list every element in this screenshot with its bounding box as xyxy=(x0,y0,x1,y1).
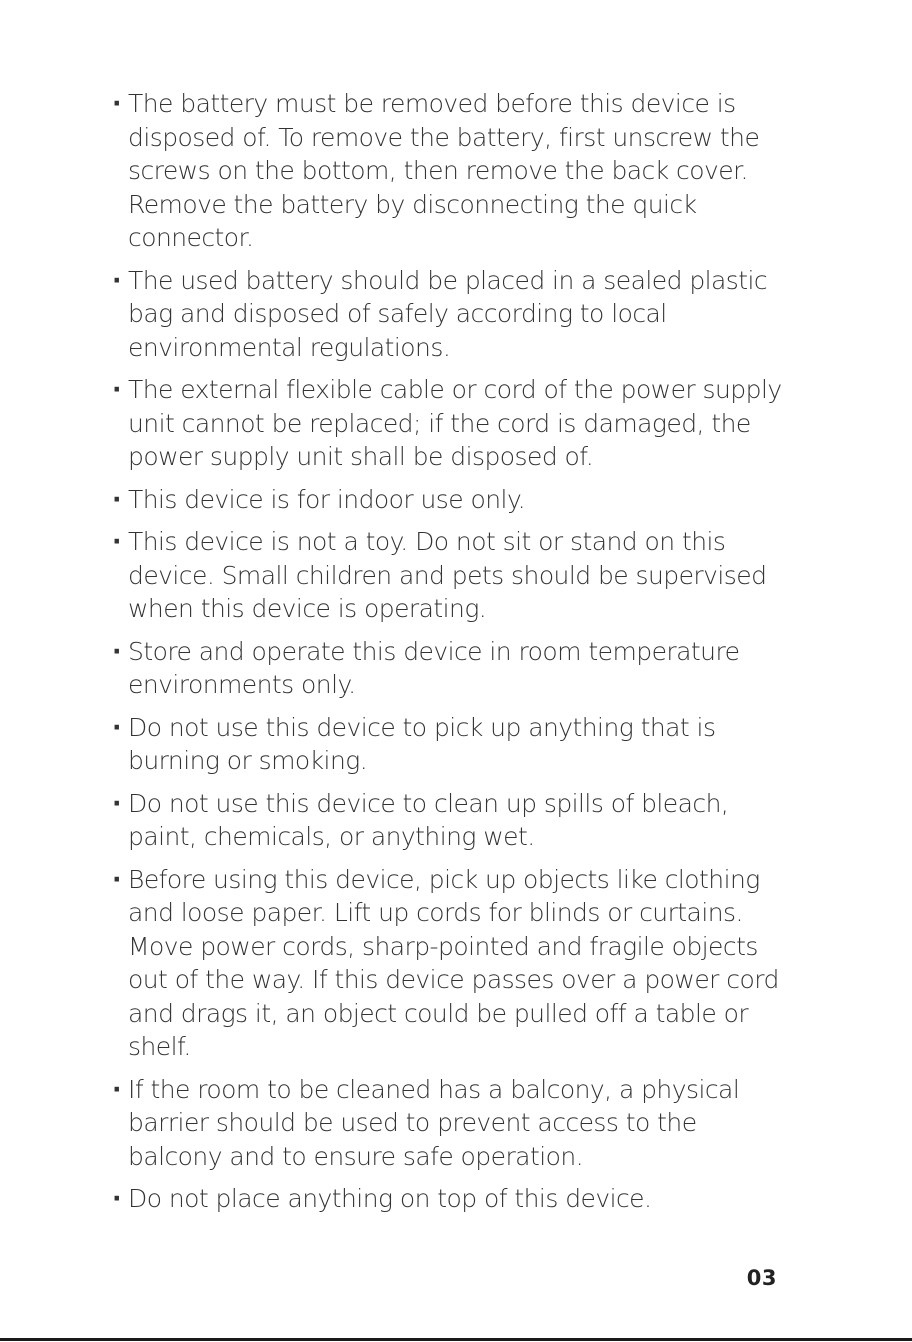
bullet-icon: · xyxy=(112,484,121,514)
list-item xyxy=(112,264,792,365)
list-item-text: The battery must be removed before this device is disposed of. To remove the battery, first unscrew the screws on the bottom, then remove the back cover. Remove the battery by disconnecting the quick connector. xyxy=(128,89,760,252)
list-item xyxy=(112,87,792,255)
bullet-icon: · xyxy=(112,636,121,666)
list-item-text: Do not place anything on top of this device. xyxy=(128,1184,652,1213)
bottom-divider xyxy=(0,1338,912,1341)
list-item xyxy=(112,1182,792,1216)
list-item xyxy=(112,1073,792,1174)
bullet-icon: · xyxy=(112,788,121,818)
bullet-icon: · xyxy=(112,265,121,295)
list-item-text: Do not use this device to pick up anything that is burning or smoking. xyxy=(128,712,716,775)
bullet-icon: · xyxy=(112,1184,121,1213)
page-number: 03 xyxy=(746,1266,777,1290)
list-item xyxy=(112,635,792,702)
list-item-text: This device is not a toy. Do not sit or stand on this device. Small children and pets should be supervised when this device is operating. xyxy=(128,527,767,623)
list-item-text: Before using this device, pick up objects like clothing and loose paper. Lift up cords for blinds or curtains. Move power cords, sharp-pointed and fragile objects out of the way. If this device passes over a power cord and drags it, an object could be pulled off a table or shelf. xyxy=(128,864,779,1061)
bullet-icon: · xyxy=(112,89,121,118)
list-item xyxy=(112,373,792,474)
list-item-text: If the room to be cleaned has a balcony, a physical barrier should be used to prevent access to the balcony and to ensure safe operation. xyxy=(128,1074,740,1171)
bullet-icon: · xyxy=(112,712,121,742)
list-item-text: Do not use this device to clean up spills of bleach, paint, chemicals, or anything wet. xyxy=(128,788,729,851)
list-item xyxy=(112,863,792,1064)
safety-instructions-list xyxy=(112,87,792,1225)
list-item-text: The used battery should be placed in a sealed plastic bag and disposed of safely according to local environmental regulations. xyxy=(128,265,768,362)
bullet-icon: · xyxy=(112,864,121,894)
list-item xyxy=(112,711,792,778)
bullet-icon: · xyxy=(112,1074,121,1104)
list-item xyxy=(112,525,792,626)
list-item xyxy=(112,483,792,517)
list-item-text: The external flexible cable or cord of the power supply unit cannot be replaced; if the cord is damaged, the power supply unit shall be disposed of. xyxy=(128,375,782,471)
list-item xyxy=(112,787,792,854)
list-item-text: Store and operate this device in room temperature environments only. xyxy=(128,636,740,699)
bullet-icon: · xyxy=(112,375,121,404)
list-item-text: This device is for indoor use only. xyxy=(128,484,526,514)
bullet-icon: · xyxy=(112,527,121,556)
